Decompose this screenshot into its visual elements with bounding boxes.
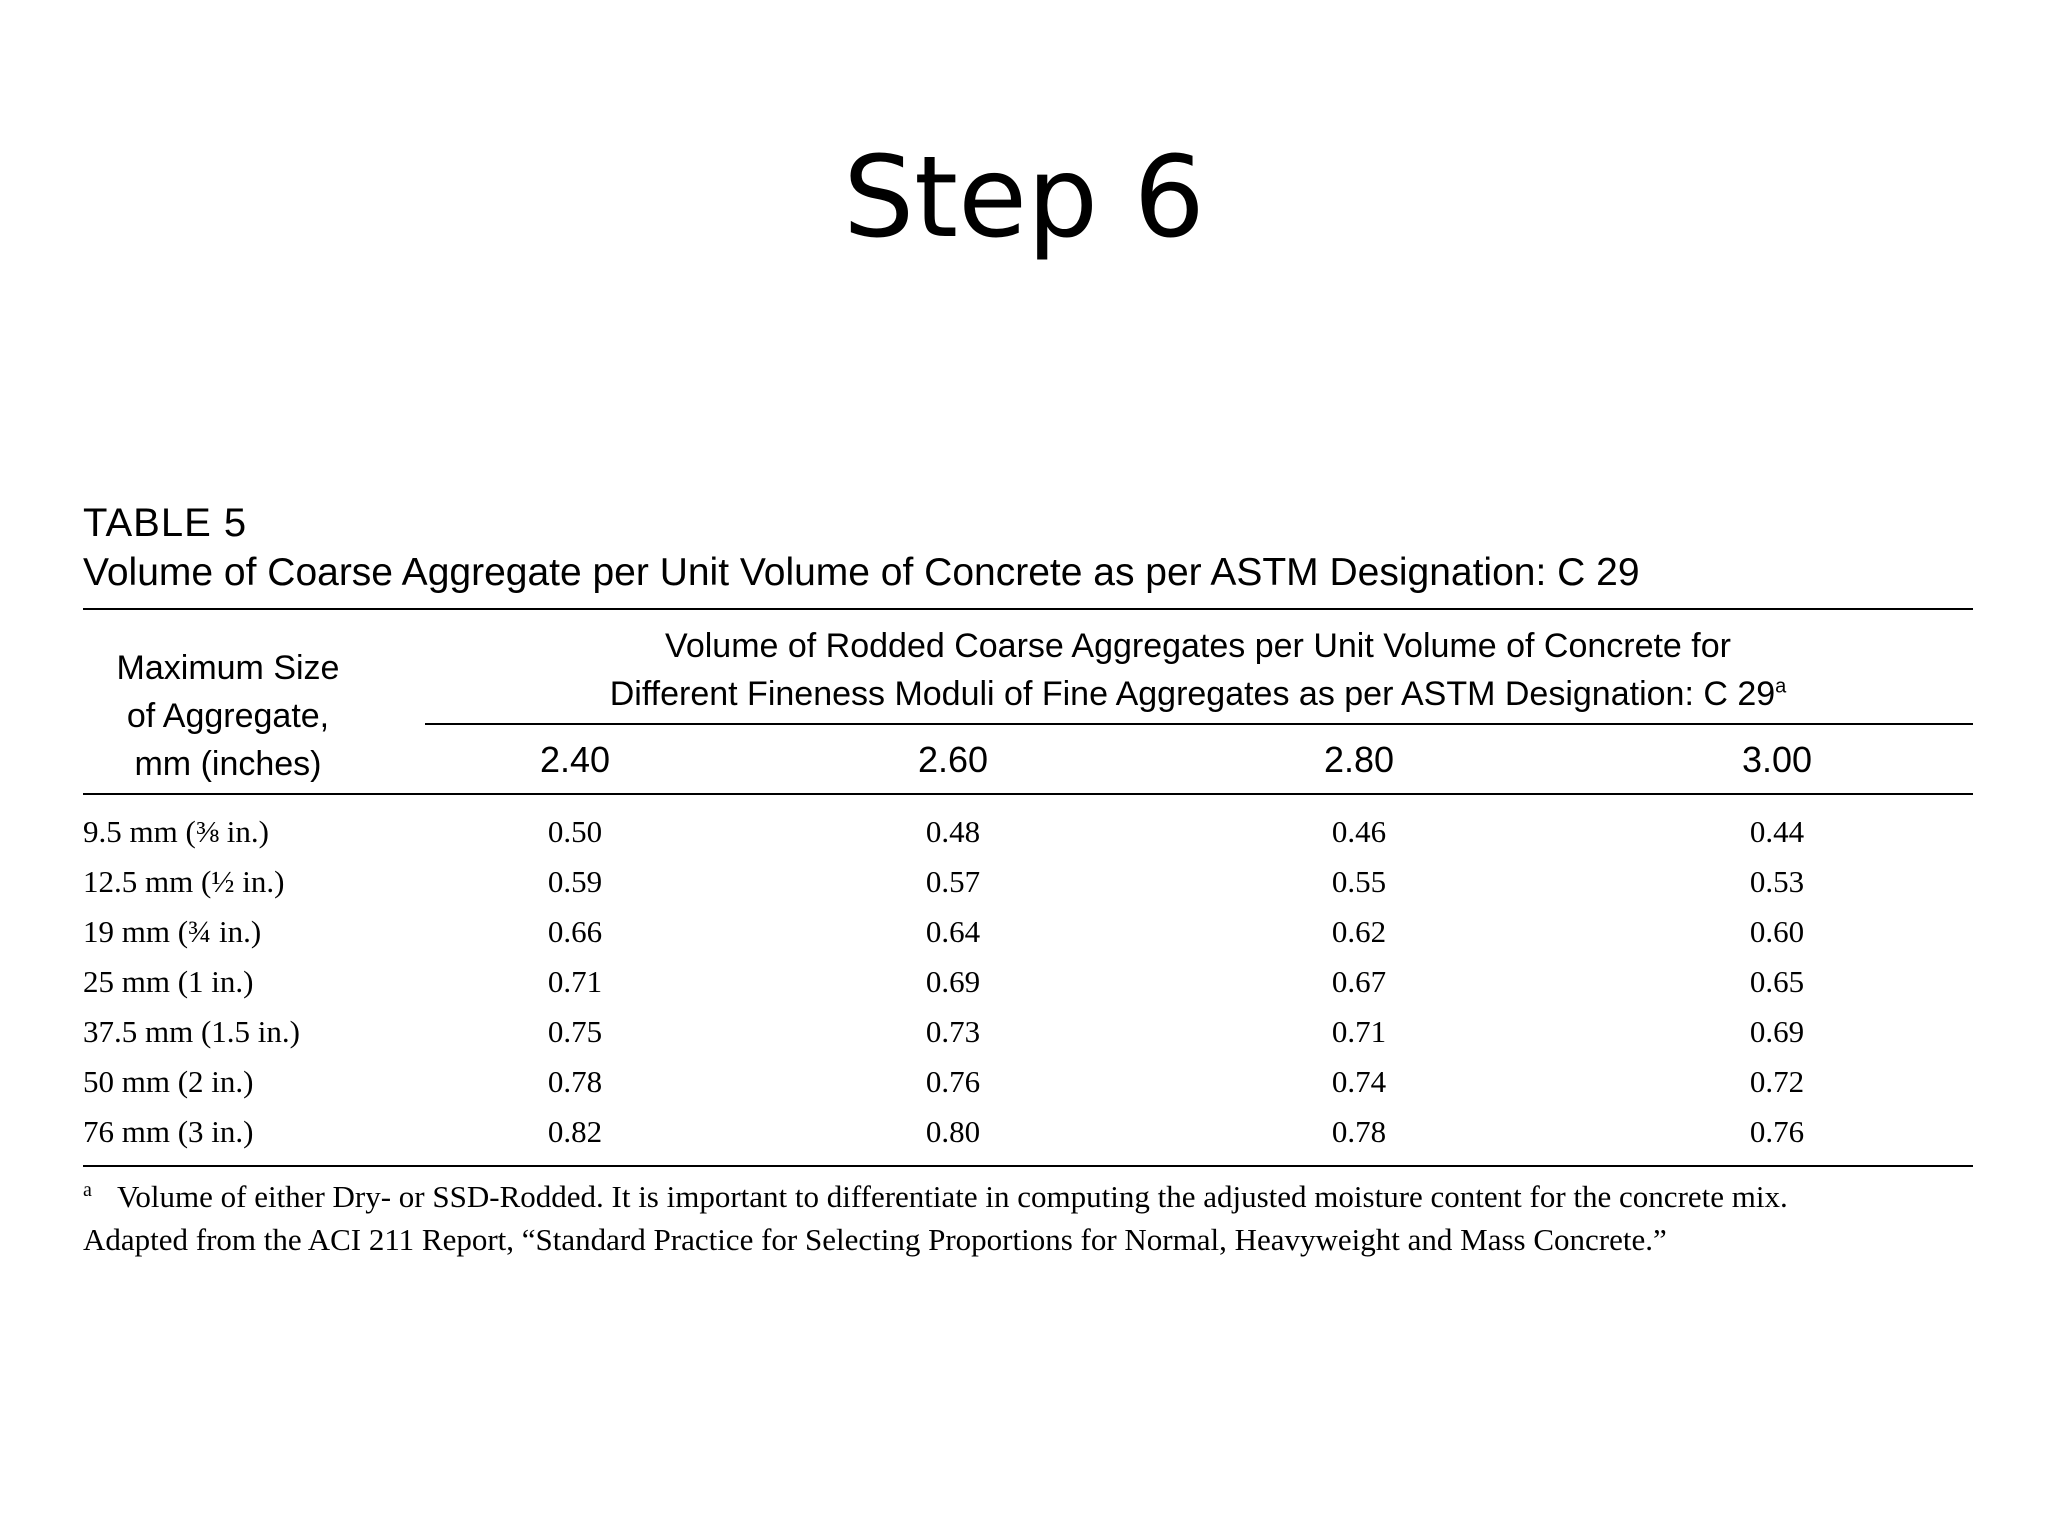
volume-cell: 0.44 bbox=[1749, 814, 1805, 849]
volume-cell: 0.46 bbox=[1331, 814, 1387, 849]
aggregate-size-cell: 25 mm (1 in.) bbox=[83, 964, 254, 999]
aggregate-size-cell: 37.5 mm (1.5 in.) bbox=[83, 1014, 300, 1049]
aggregate-size-cell: 50 mm (2 in.) bbox=[83, 1064, 254, 1099]
volume-cell: 0.67 bbox=[1331, 964, 1387, 999]
volume-cell: 0.72 bbox=[1749, 1064, 1805, 1099]
table-row bbox=[83, 807, 1973, 857]
row-header-line: mm (inches) bbox=[134, 745, 322, 783]
aggregate-size-cell: 12.5 mm (½ in.) bbox=[83, 864, 285, 899]
table-row bbox=[83, 1057, 1973, 1107]
volume-cell: 0.76 bbox=[1749, 1114, 1805, 1149]
volume-cell: 0.71 bbox=[1331, 1014, 1387, 1049]
footnote bbox=[83, 1175, 1973, 1218]
column-header-fm: 3.00 bbox=[1741, 739, 1813, 780]
table-row bbox=[83, 957, 1973, 1007]
column-header-fm: 2.40 bbox=[539, 739, 611, 780]
table-header bbox=[83, 610, 1973, 793]
volume-cell: 0.65 bbox=[1749, 964, 1805, 999]
volume-cell: 0.48 bbox=[925, 814, 981, 849]
column-header-fm: 2.80 bbox=[1323, 739, 1395, 780]
column-header-fm: 2.60 bbox=[917, 739, 989, 780]
table-body bbox=[83, 795, 1973, 1165]
volume-cell: 0.71 bbox=[547, 964, 603, 999]
table-row bbox=[83, 857, 1973, 907]
row-header bbox=[83, 644, 373, 788]
row-header-line: Maximum Size bbox=[116, 649, 340, 687]
footnote-marker: a bbox=[83, 1179, 92, 1201]
coarse-aggregate-table bbox=[83, 498, 1973, 1261]
volume-cell: 0.69 bbox=[925, 964, 981, 999]
volume-cell: 0.75 bbox=[547, 1014, 603, 1049]
volume-cell: 0.57 bbox=[925, 864, 981, 899]
volume-cell: 0.60 bbox=[1749, 914, 1805, 949]
volume-cell: 0.69 bbox=[1749, 1014, 1805, 1049]
footnote-marker: a bbox=[1775, 675, 1787, 698]
volume-cell: 0.78 bbox=[547, 1064, 603, 1099]
span-header-line: Volume of Rodded Coarse Aggregates per Unit Volume of Concrete for bbox=[665, 627, 1731, 665]
volume-cell: 0.82 bbox=[547, 1114, 603, 1149]
volume-cell: 0.80 bbox=[925, 1114, 981, 1149]
volume-cell: 0.76 bbox=[925, 1064, 981, 1099]
volume-cell: 0.50 bbox=[547, 814, 603, 849]
span-header bbox=[423, 622, 1973, 718]
table-label: TABLE 5 bbox=[83, 501, 248, 545]
source-note: Adapted from the ACI 211 Report, “Standard Practice for Selecting Proportions for Normal, Heavyweight and Mass Concrete.” bbox=[83, 1222, 1667, 1257]
table-title: Volume of Coarse Aggregate per Unit Volume of Concrete as per ASTM Designation: C 29 bbox=[83, 551, 1640, 594]
volume-cell: 0.66 bbox=[547, 914, 603, 949]
table-notes bbox=[83, 1167, 1973, 1261]
volume-cell: 0.73 bbox=[925, 1014, 981, 1049]
volume-cell: 0.55 bbox=[1331, 864, 1387, 899]
table-row bbox=[83, 1107, 1973, 1157]
volume-cell: 0.59 bbox=[547, 864, 603, 899]
aggregate-size-cell: 76 mm (3 in.) bbox=[83, 1114, 254, 1149]
aggregate-size-cell: 9.5 mm (⅜ in.) bbox=[83, 814, 269, 849]
volume-cell: 0.53 bbox=[1749, 864, 1805, 899]
volume-cell: 0.64 bbox=[925, 914, 981, 949]
volume-cell: 0.62 bbox=[1331, 914, 1387, 949]
span-header-line bbox=[423, 670, 1973, 718]
table-row bbox=[83, 1007, 1973, 1057]
span-header-text: Different Fineness Moduli of Fine Aggregates as per ASTM Designation: C 29 bbox=[609, 675, 1776, 713]
span-header-rule bbox=[425, 723, 1973, 725]
table-row bbox=[83, 907, 1973, 957]
footnote-text: Volume of either Dry- or SSD-Rodded. It is important to differentiate in computing the adjusted moisture content for the concrete mix. bbox=[117, 1179, 1788, 1214]
row-header-line: of Aggregate, bbox=[126, 697, 330, 735]
volume-cell: 0.78 bbox=[1331, 1114, 1387, 1149]
slide-title: Step 6 bbox=[843, 133, 1205, 263]
volume-cell: 0.74 bbox=[1331, 1064, 1387, 1099]
aggregate-size-cell: 19 mm (¾ in.) bbox=[83, 914, 262, 949]
